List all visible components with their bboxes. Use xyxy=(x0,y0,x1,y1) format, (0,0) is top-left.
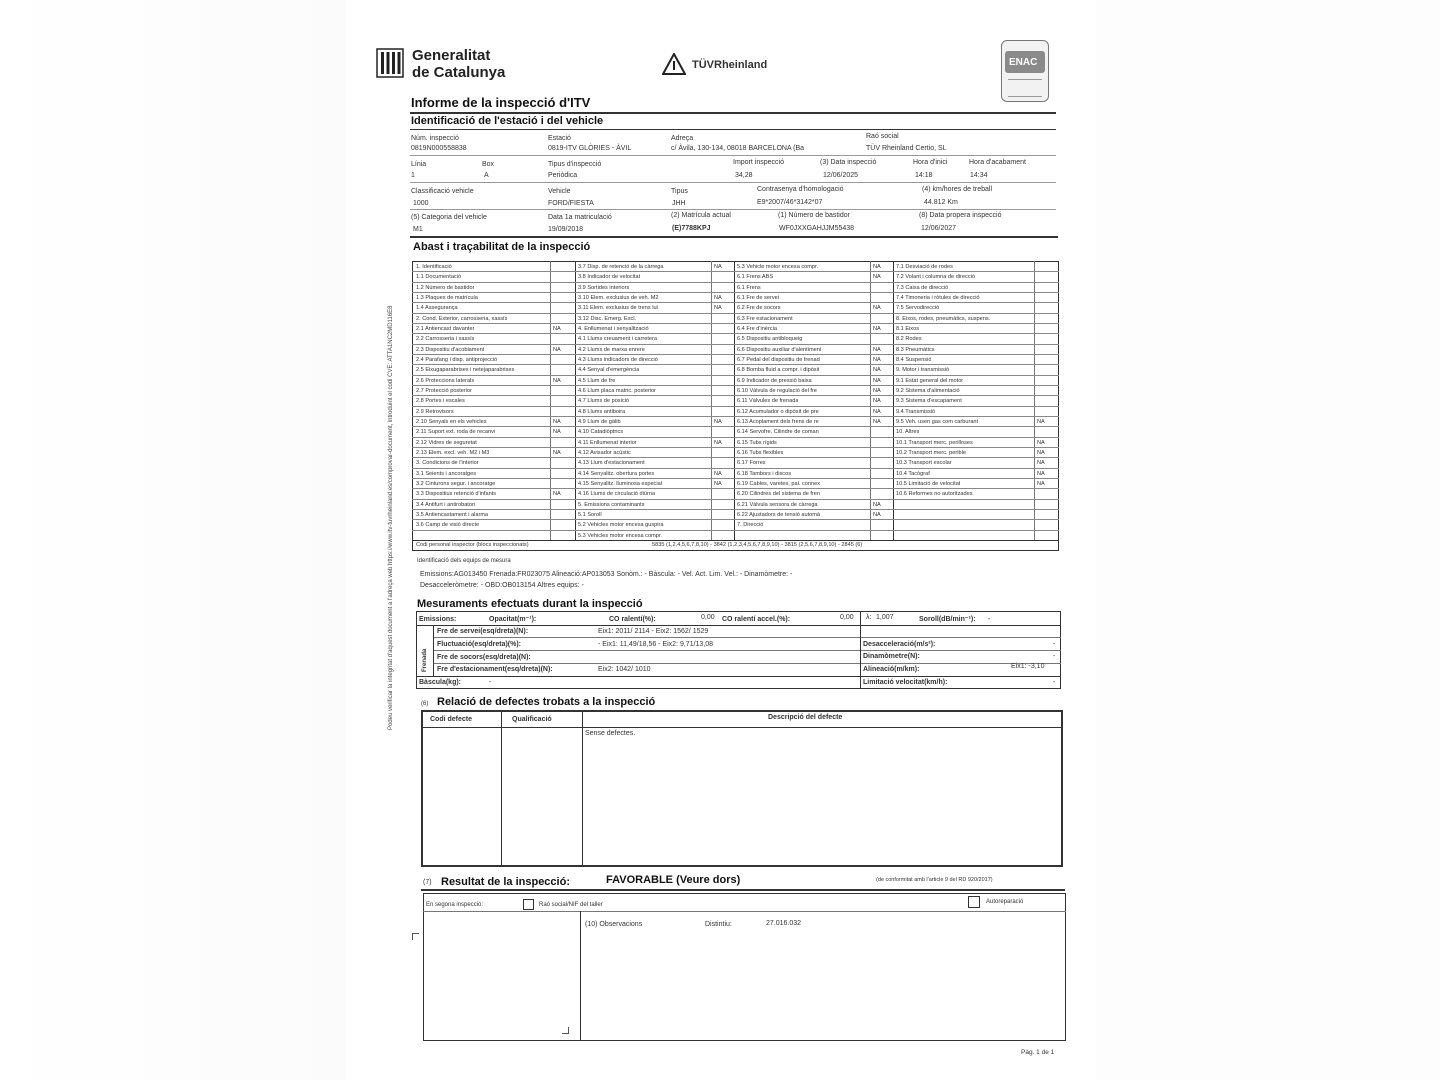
abast-item: 6.16 Tubs flexibles xyxy=(737,449,784,456)
desacc-label: Desacceleració(m/s²): xyxy=(863,641,936,648)
abast-item: 4.7 Llums de posició xyxy=(578,398,629,405)
abast-item: 2.1 Antiencast davanter xyxy=(416,325,475,332)
abast-item: 8.4 Suspensió xyxy=(896,356,932,363)
generalitat-logo xyxy=(376,47,404,79)
abast-row-rule xyxy=(412,488,1059,489)
abast-row-rule xyxy=(412,457,1059,458)
abast-na-mark: NA xyxy=(873,346,881,353)
mesur-heading: Mesuraments efectuats durant la inspecció xyxy=(417,598,643,610)
lambda-label: λ: xyxy=(866,614,872,621)
abast-item: 4.10 Catadiòptrics xyxy=(578,429,624,436)
abast-item: 10. Altres xyxy=(896,429,920,436)
mesur-mid-divider xyxy=(860,611,861,689)
abast-na-mark: NA xyxy=(873,305,881,312)
abast-item: 5. Emissions contaminants xyxy=(578,501,645,508)
abast-item: 2.13 Elem. excl. veh. M2 i M3 xyxy=(416,449,490,456)
left-background xyxy=(0,0,346,1080)
abast-row-rule xyxy=(412,354,1059,355)
limit-value: - xyxy=(1053,679,1056,686)
matric-data-label: Data 1a matriculació xyxy=(548,214,612,221)
abast-item: 7. Direcció xyxy=(737,522,764,529)
abast-item: 10.6 Reformes no autoritzades xyxy=(896,491,973,498)
enac-logo xyxy=(1001,40,1049,102)
abast-na-mark: NA xyxy=(873,501,881,508)
abast-item: 4.3 Llums indicadors de direcció xyxy=(578,356,658,363)
page-number: Pàg. 1 de 1 xyxy=(1021,1049,1055,1056)
abast-item: 3.11 Elem. exclusius de trens lul xyxy=(578,305,658,312)
estacio-value: 0819-ITV GLÒRIES - ÀVIL xyxy=(548,145,632,152)
abast-row-rule xyxy=(412,468,1059,469)
abast-row-rule xyxy=(412,313,1059,314)
abast-item: 2.12 Vidres de seguretat xyxy=(416,439,477,446)
adreca-value: c/ Àvila, 130-134, 08018 BARCELONA (Ba xyxy=(671,145,805,152)
tipus-insp-label: Tipus d'inspecció xyxy=(548,161,602,168)
dinam-value: - xyxy=(1053,653,1056,660)
estac-label: Fre d'estacionament(esq/dreta)(N): xyxy=(437,666,553,673)
abast-item: 4.8 Llums antiboira xyxy=(578,408,626,415)
defectes-divider-2 xyxy=(582,712,583,866)
right-background xyxy=(1096,0,1440,1080)
abast-item: 4.16 Llums de circulació diürna xyxy=(578,491,656,498)
abast-na-mark: NA xyxy=(873,377,881,384)
limit-label: Limitació velocitat(km/h): xyxy=(863,679,948,686)
fluct-label: Fluctuació(esq/dreta)(%): xyxy=(437,641,522,648)
abast-item: 8.2 Rodes xyxy=(896,336,922,343)
abast-item: 4.14 Senyalitz. obertura portes xyxy=(578,470,655,477)
box-label: Box xyxy=(482,161,495,168)
verification-side-text: Podeu verificar la integritat d'aquest document a l'adreça web https://www.itv-tuvrheinland.es/comprovar-document, introduint el codi CVE: ATTA1NC2MD116E8 xyxy=(388,305,394,730)
abast-na-mark: NA xyxy=(1037,439,1045,446)
abast-item: 2.10 Senyals en els vehicles xyxy=(416,418,487,425)
alin-label: Alineació(m/km): xyxy=(863,666,920,673)
categoria-label: (5) Categoria del vehicle xyxy=(411,214,487,221)
soroll-value: - xyxy=(988,616,991,623)
abast-item: 2.4 Parafang i disp. antiprojecció xyxy=(416,356,498,363)
abast-item: 4.9 Llum de gàlib xyxy=(578,418,621,425)
abast-item: 9. Motor i transmissió xyxy=(896,367,950,374)
bastidor-value: WF0JXXGAHJJM55438 xyxy=(779,225,855,232)
abast-item: 2.11 Suport ext. roda de recanvi xyxy=(416,429,496,436)
data-insp-label: (3) Data inspecció xyxy=(820,159,877,166)
abast-item: 8.3 Pneumàtics xyxy=(896,346,935,353)
fluct-value: - Eix1: 11,49/18,56 - Eix2: 9,71/13,08 xyxy=(598,641,714,648)
abast-item: 3.4 Antifurt i antirobatori xyxy=(416,501,476,508)
fre-servei-label: Fre de servei(esq/dreta)(N): xyxy=(437,628,529,635)
abast-item: 5.3 Vehicle motor encesa compr. xyxy=(737,264,819,270)
abast-item: 5.2 Vehicles motor encesa guspira xyxy=(578,522,664,529)
abast-item: 5.3 Vehicles motor encesa compr. xyxy=(578,532,662,539)
abast-na-mark: NA xyxy=(1037,470,1045,477)
resultat-label: Resultat de la inspecció: xyxy=(441,876,570,888)
mesur-row-rule-5 xyxy=(416,676,1061,677)
rao-taller-label: Raó social/NIF del taller xyxy=(539,902,603,908)
abast-item: 6.7 Pedal del dispositiu de frenad xyxy=(737,356,820,363)
mesur-frenada-divider xyxy=(433,625,434,676)
rao-label: Raó social xyxy=(866,133,899,140)
abast-na-mark: NA xyxy=(873,264,881,270)
abast-item: 2.8 Portes i escales xyxy=(416,398,465,405)
bascula-label: Bàscula(kg): xyxy=(419,679,462,686)
ident-row3-rule xyxy=(410,209,1056,210)
estac-value: Eix2: 1042/ 1010 xyxy=(598,666,651,673)
equips-line1: Emissions:AG013450 Frenada:FR023075 Alineació:AP013053 Sonòm.: - Bàscula: - Vel. Act. Lim. Vel.: - Dinamòmetre: - xyxy=(420,571,793,578)
abast-item: 6.5 Dispositiu antibloqueig xyxy=(737,336,803,343)
abast-row-rule xyxy=(412,302,1059,303)
hora-ini-label: Hora d'inici xyxy=(913,159,948,166)
abast-item: 6.9 Indicador de pressió baixa xyxy=(737,377,812,384)
vehicle-value: FORD/FIESTA xyxy=(548,200,594,207)
abast-item: 4.13 Llum d'estacionament xyxy=(578,460,645,467)
abast-item: 10.5 Limitació de velocitat xyxy=(896,480,961,487)
abast-row-rule xyxy=(412,271,1059,272)
abast-item: 7.2 Volant i columna de direcció xyxy=(896,274,975,281)
propera-value: 12/06/2027 xyxy=(921,225,957,232)
import-label: Import inspecció xyxy=(733,159,784,166)
abast-item: 2.7 Protecció posterior xyxy=(416,387,472,394)
rao-value: TÜV Rheinland Certio, SL xyxy=(866,145,947,152)
abast-row-rule xyxy=(412,406,1059,407)
abast-row-rule xyxy=(412,478,1059,479)
segona-insp-label: En segona inspecció: xyxy=(426,902,484,908)
abast-item: 9.1 Estat general del motor xyxy=(896,377,964,384)
abast-item: 7.4 Timoneria i ròtules de direcció xyxy=(896,294,980,301)
resultat-inner-rule xyxy=(423,911,1066,912)
desacc-value: - xyxy=(1053,641,1056,648)
resultat-obs-divider xyxy=(580,911,581,1041)
hora-ini-value: 14:18 xyxy=(915,172,933,179)
abast-na-mark: NA xyxy=(714,470,722,477)
co-accel-value: 0,00 xyxy=(840,614,854,621)
enac-subtext xyxy=(1008,79,1042,97)
abast-item: 6.10 Vàlvula de regulació del fre xyxy=(737,387,817,394)
bastidor-label: (1) Número de bastidor xyxy=(778,212,850,219)
abast-row-rule xyxy=(412,519,1059,520)
abast-item: 10.3 Transport escolar xyxy=(896,460,952,467)
equips-line2: Desacceleròmetre: - OBD:OB013154 Altres equips: - xyxy=(420,582,584,589)
report-title: Informe de la inspecció d'ITV xyxy=(411,95,591,110)
mesur-row-rule-1 xyxy=(416,625,1061,626)
mesur-row-rule-3 xyxy=(433,650,1061,651)
abast-item: 6.8 Bomba fluid a compr. i dipòsit xyxy=(737,367,820,374)
co-ralenti-value: 0,00 xyxy=(701,614,715,621)
abast-na-mark: NA xyxy=(873,398,881,405)
abast-item: 4.15 Senyalitz. lluminosa especial xyxy=(578,480,662,487)
categoria-value: M1 xyxy=(413,226,423,233)
abast-item: 1.3 Plaques de matrícula xyxy=(416,294,478,301)
codi-inspector-value: 5835 (1,2,4,5,6,7,8,10) - 3842 (1,2,3,4,5,6,7,8,9,10) - 3815 (2,5,6,7,8,9,10) - 2845 (6) xyxy=(652,542,863,548)
import-value: 34,28 xyxy=(735,172,753,179)
co-accel-label: CO ralentí accel.(%): xyxy=(722,616,791,623)
classif-value: 1000 xyxy=(413,200,429,207)
hora-fi-value: 14:34 xyxy=(970,172,988,179)
abast-row-rule xyxy=(412,447,1059,448)
abast-item: 3.12 Disc. Emerg. Excl. xyxy=(578,315,637,322)
abast-item: 6.1 Fre de servei xyxy=(737,294,779,301)
lambda-value: 1,007 xyxy=(876,614,894,621)
co-ralenti-label: CO ralentí(%): xyxy=(609,616,656,623)
tuv-logo-triangle-icon xyxy=(662,53,686,80)
abast-item: 4.5 Llum de fre xyxy=(578,377,616,384)
abast-item: 10.2 Transport merc. perible xyxy=(896,449,966,456)
abast-na-mark: NA xyxy=(1037,480,1045,487)
num-insp-value: 0819N000558838 xyxy=(411,145,467,152)
abast-item: 3.10 Elem. exclusius de veh. M2 xyxy=(578,294,659,301)
abast-na-mark: NA xyxy=(553,325,561,332)
observacions-label: (10) Observacions xyxy=(585,921,643,928)
matric-data-value: 19/09/2018 xyxy=(548,226,584,233)
resultat-note: (de conformitat amb l'article 9 del RD 920/2017) xyxy=(876,877,993,883)
resultat-box xyxy=(423,893,1066,1041)
linia-value: 1 xyxy=(411,172,415,179)
linia-label: Línia xyxy=(411,161,427,168)
ident-row2-rule xyxy=(410,182,1056,183)
rao-taller-checkbox[interactable] xyxy=(523,899,534,910)
abast-item: 4.2 Llums de marxa enrere xyxy=(578,346,645,353)
mesur-row-rule-4 xyxy=(433,663,1061,664)
ident-bottom-rule xyxy=(410,236,1058,238)
abast-row-rule xyxy=(412,395,1059,396)
abast-item: 7.3 Caixa de direcció xyxy=(896,284,949,291)
defectes-divider-1 xyxy=(501,712,502,866)
abast-row-rule xyxy=(412,333,1059,334)
bascula-value: - xyxy=(489,679,492,686)
abast-na-mark: NA xyxy=(553,449,561,456)
abast-na-mark: NA xyxy=(873,387,881,394)
abast-item: 2.9 Retrovisors xyxy=(416,408,454,415)
num-insp-label: Núm. inspecció xyxy=(411,135,459,142)
tuv-logo-text: TÜVRheinland xyxy=(692,59,768,71)
codi-inspector-label: Codi personal inspector (blocs inspeccionats) xyxy=(416,542,529,548)
abast-item: 10.4 Tacògraf xyxy=(896,470,930,477)
col-descripcio: Descripció del defecte xyxy=(768,714,843,721)
vehicle-label: Vehicle xyxy=(548,188,571,195)
abast-na-mark: NA xyxy=(714,264,722,270)
abast-na-mark: NA xyxy=(553,491,561,498)
abast-na-mark: NA xyxy=(714,439,722,446)
abast-item: 6.19 Cables, varetes, pal. connex xyxy=(737,480,821,487)
ident-row1-rule xyxy=(410,155,1056,156)
abast-row-rule xyxy=(412,437,1059,438)
resultat-rule xyxy=(421,889,1065,891)
abast-item: 6.2 Fre de socors xyxy=(737,305,781,312)
dinam-label: Dinamòmetre(N): xyxy=(863,653,920,660)
abast-item: 3.1 Seients i ancoratges xyxy=(416,470,477,477)
ident-heading: Identificació de l'estació i del vehicle xyxy=(411,115,604,127)
abast-row-rule xyxy=(412,344,1059,345)
abast-na-mark: NA xyxy=(553,429,561,436)
abast-item: 6.14 Servofre. Cilindre de coman xyxy=(737,429,819,436)
abast-na-mark: NA xyxy=(873,325,881,332)
org-name-line2: de Catalunya xyxy=(412,64,506,81)
mesur-row-rule-2 xyxy=(433,637,1061,638)
abast-na-mark: NA xyxy=(873,511,881,518)
abast-na-mark: NA xyxy=(714,294,722,301)
propera-label: (8) Data propera inspecció xyxy=(919,212,1002,219)
equips-title: Identificació dels equips de mesura xyxy=(417,558,511,564)
abast-na-mark: NA xyxy=(553,346,561,353)
abast-item: 6.4 Fre d'inèrcia xyxy=(737,325,777,332)
abast-item: 6.21 Vàlvula sensora de càrrega xyxy=(737,501,818,508)
abast-item: 8.1 Eixos xyxy=(896,325,920,332)
abast-item: 4.12 Avisador acústic xyxy=(578,449,631,456)
abast-na-mark: NA xyxy=(714,305,722,312)
abast-row-rule xyxy=(412,375,1059,376)
distintiu-value: 27.016.032 xyxy=(766,920,802,927)
matricula-value: (E)7788KPJ xyxy=(672,225,711,232)
enac-text: ENAC xyxy=(1009,57,1038,68)
abast-item: 9.2 Sistema d'alimentació xyxy=(896,387,960,394)
fre-servei-value: Eix1: 2011/ 2114 - Eix2: 1562/ 1529 xyxy=(598,628,709,635)
abast-row-rule xyxy=(412,385,1059,386)
autorep-label: Autoreparació xyxy=(986,899,1024,905)
abast-item: 7.5 Servodirecció xyxy=(896,305,940,312)
abast-item: 6.12 Acumulador o dipòsit de pre xyxy=(737,408,819,415)
abast-row-rule xyxy=(412,509,1059,510)
defectes-heading: Relació de defectes trobats a la inspecció xyxy=(437,696,656,708)
abast-item: 6.6 Dispositiu auxiliar d'alentiment xyxy=(737,346,822,353)
contrasenya-label: Contrasenya d'homologació xyxy=(757,186,844,193)
km-value: 44.812 Km xyxy=(924,199,958,206)
abast-item: 1.2 Número de bastidor xyxy=(416,284,475,291)
col-qualificacio: Qualificació xyxy=(512,716,552,723)
abast-item: 6.20 Cilindres del sistema de fren xyxy=(737,491,821,498)
opacitat-label: Opacitat(m⁻¹): xyxy=(489,616,537,623)
abast-item: 3.3 Dispositius retenció d'infants xyxy=(416,491,497,498)
abast-item: 4.6 Llum placa matric. posterior xyxy=(578,387,657,394)
abast-item: 6.11 Vàlvules de frenada xyxy=(737,398,799,405)
box-value: A xyxy=(484,172,489,179)
abast-item: 2.3 Dispositiu d'acoblament xyxy=(416,346,485,353)
defecte-descripcio-value: Sense defectes. xyxy=(585,730,636,737)
abast-item: 8. Eixos, rodes, pneumàtics, suspens. xyxy=(896,315,991,322)
abast-item: 6.1 Frens xyxy=(737,284,761,291)
socors-label: Fre de socors(esq/dreta)(N): xyxy=(437,654,531,661)
abast-item: 3.2 Cinturons segur. i ancoratge xyxy=(416,480,496,487)
abast-na-mark: NA xyxy=(553,418,561,425)
abast-item: 3.6 Camp de visió directe xyxy=(416,522,480,529)
tipus-value: JHH xyxy=(672,200,686,207)
km-label: (4) km/hores de treball xyxy=(922,186,993,193)
ident-rule xyxy=(410,129,1056,130)
frenada-label: Frenada xyxy=(422,648,428,672)
soroll-label: Soroll(dB/min⁻¹): xyxy=(919,616,976,623)
abast-item: 3.7 Disp. de retenció de la càrrega xyxy=(578,264,664,270)
hora-fi-label: Hora d'acabament xyxy=(969,159,1026,166)
abast-row-rule xyxy=(412,530,1059,531)
tipus-insp-value: Periòdica xyxy=(548,172,578,179)
abast-row-rule xyxy=(412,364,1059,365)
col-codi-defecte: Codi defecte xyxy=(430,716,473,723)
abast-item: 1.1 Documentació xyxy=(416,274,462,281)
classif-label: Classificació vehicle xyxy=(411,188,474,195)
abast-na-mark: NA xyxy=(1037,449,1045,456)
abast-item: 3. Condicions de l'interior xyxy=(416,460,479,467)
defectes-table xyxy=(421,710,1063,867)
abast-item: 6.22 Ajustadors de tensió automà xyxy=(737,511,821,518)
defectes-header-rule xyxy=(423,727,1061,728)
abast-item: 1. Identificació xyxy=(416,264,452,270)
defectes-num: (6) xyxy=(421,701,429,707)
distintiu-label: Distintiu: xyxy=(705,921,732,928)
abast-item: 9.4 Transmissió xyxy=(896,408,936,415)
tipus-label: Tipus xyxy=(671,188,688,195)
abast-na-mark: NA xyxy=(873,356,881,363)
abast-row-rule xyxy=(412,499,1059,500)
abast-item: 4.11 Enllumenat interior xyxy=(578,439,637,446)
resultat-num: (7) xyxy=(423,879,432,886)
abast-na-mark: NA xyxy=(714,480,722,487)
abast-item: 6.17 Forres xyxy=(737,460,766,467)
alin-value: Eix1: -3,10 xyxy=(1011,663,1045,670)
abast-item: 6.18 Tambors i discos xyxy=(737,470,791,477)
abast-item: 2.6 Proteccions laterals xyxy=(416,377,475,384)
abast-na-mark: NA xyxy=(1037,418,1045,425)
abast-item: 2.2 Carrosseria i xassís xyxy=(416,336,475,343)
abast-item: 3.8 Indicador de velocitat xyxy=(578,274,641,281)
abast-item: 10.1 Transport merc. perilloses xyxy=(896,439,973,446)
abast-item: 4. Enllumenat i senyalització xyxy=(578,325,649,332)
abast-item: 6.13 Acoplament dels frens de re xyxy=(737,418,819,425)
org-name-line1: Generalitat xyxy=(412,47,491,64)
corner-mark-right xyxy=(562,1027,569,1034)
autorep-checkbox[interactable] xyxy=(968,896,980,908)
abast-item: 6.15 Tubs rígids xyxy=(737,439,777,446)
abast-item: 4.4 Senyal d'emergència xyxy=(578,367,640,374)
corner-mark-left xyxy=(412,933,419,940)
abast-item: 3.5 Antiencastament i alarma xyxy=(416,511,489,518)
abast-item: 6.1 Frens ABS xyxy=(737,274,774,281)
abast-row-rule xyxy=(412,282,1059,283)
abast-na-mark: NA xyxy=(1037,460,1045,467)
abast-row-rule xyxy=(412,426,1059,427)
abast-item: 9.3 Sistema d'escapament xyxy=(896,398,962,405)
abast-item: 2. Cond. Exterior, carrosseria, xassís xyxy=(416,315,508,322)
title-rule xyxy=(410,112,1056,114)
abast-row-rule xyxy=(412,323,1059,324)
estacio-label: Estació xyxy=(548,135,571,142)
contrasenya-value: E9*2007/46*3142*07 xyxy=(757,199,823,206)
abast-row-rule xyxy=(412,292,1059,293)
abast-na-mark: NA xyxy=(873,367,881,374)
abast-item: 2.5 Eixugaparabrises i netejaparabrises xyxy=(416,367,515,374)
abast-na-mark: NA xyxy=(553,377,561,384)
abast-heading: Abast i traçabilitat de la inspecció xyxy=(413,241,591,253)
abast-item: 7.1 Desviació de rodes xyxy=(896,264,953,270)
abast-item: 1.4 Assegurança xyxy=(416,305,458,312)
data-insp-value: 12/06/2025 xyxy=(823,172,859,179)
adreca-label: Adreça xyxy=(671,135,694,142)
abast-na-mark: NA xyxy=(873,274,881,281)
matricula-label: (2) Matrícula actual xyxy=(671,212,731,219)
abast-na-mark: NA xyxy=(714,418,722,425)
emissions-label: Emissions: xyxy=(419,616,457,623)
abast-item: 4.1 Llums creuament i carretera xyxy=(578,336,657,343)
generalitat-emblem-icon xyxy=(376,47,404,79)
abast-item: 5.1 Soroll xyxy=(578,511,602,518)
resultat-value: FAVORABLE (Veure dors) xyxy=(606,874,741,886)
abast-na-mark: NA xyxy=(873,418,881,425)
abast-na-mark: NA xyxy=(873,408,881,415)
abast-row-rule xyxy=(412,416,1059,417)
abast-item: 3.9 Sortides interiors xyxy=(578,284,630,291)
abast-item: 9.5 Veh. usen gas com carburant xyxy=(896,418,979,425)
abast-item: 6.3 Fre estacionament xyxy=(737,315,793,322)
